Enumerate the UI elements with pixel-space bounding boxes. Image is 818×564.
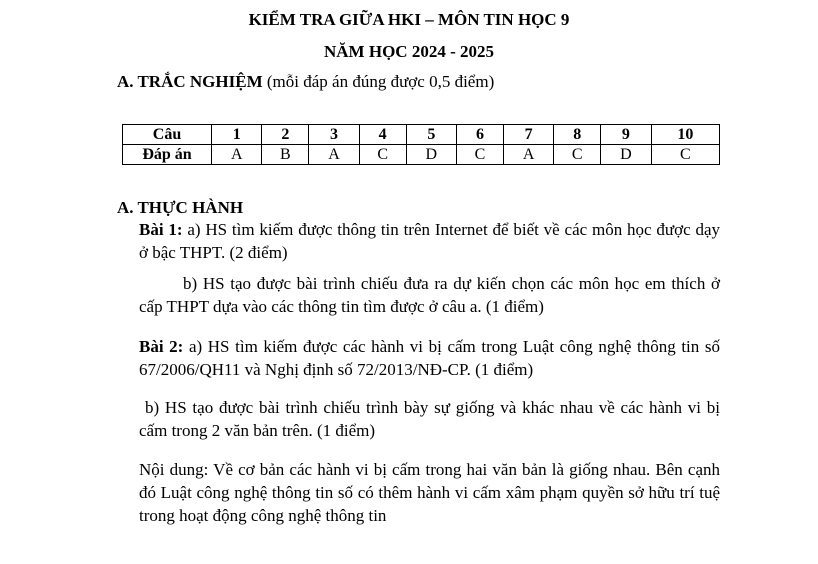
answer-cell: A <box>503 145 553 165</box>
section-a-note: (mỗi đáp án đúng được 0,5 điểm) <box>262 72 495 91</box>
answer-cell: C <box>651 145 719 165</box>
question-row-label: Câu <box>123 125 212 145</box>
bai1-part-a <box>139 218 720 264</box>
bai2-part-a <box>139 335 720 381</box>
question-number: 1 <box>212 125 262 145</box>
question-number: 10 <box>651 125 719 145</box>
question-number: 7 <box>503 125 553 145</box>
question-number: 4 <box>359 125 406 145</box>
answer-row-label: Đáp án <box>123 145 212 165</box>
bai2-label: Bài 2: <box>139 337 184 356</box>
school-year: NĂM HỌC 2024 - 2025 <box>324 42 494 61</box>
answer-table <box>122 124 720 165</box>
answer-cell: C <box>554 145 601 165</box>
question-number: 5 <box>406 125 456 145</box>
bai1-label: Bài 1: <box>139 220 183 239</box>
answer-cell: D <box>601 145 651 165</box>
bai1-part-b: b) HS tạo được bài trình chiếu đưa ra dự kiến chọn các môn học em thích ở cấp THPT dựa vào các thông tin tìm được ở câu a. (1 điểm) <box>139 274 720 316</box>
question-number: 6 <box>457 125 504 145</box>
bai2-a-text: a) HS tìm kiếm được các hành vi bị cấm trong Luật công nghệ thông tin số 67/2006/QH11 và Nghị định số 72/2013/NĐ-CP. (1 điểm) <box>139 337 720 379</box>
question-number: 2 <box>262 125 309 145</box>
bai1-a-text: a) HS tìm kiếm được thông tin trên Internet để biết về các môn học được dạy ở bậc THPT. (2 điểm) <box>139 220 720 262</box>
question-number: 3 <box>309 125 359 145</box>
answer-cell: C <box>359 145 406 165</box>
question-row <box>123 125 720 145</box>
question-number: 8 <box>554 125 601 145</box>
answer-row <box>123 145 720 165</box>
section-a-title: A. TRẮC NGHIỆM <box>117 72 263 91</box>
answer-cell: A <box>309 145 359 165</box>
answer-cell: A <box>212 145 262 165</box>
answer-cell: B <box>262 145 309 165</box>
answer-cell: C <box>457 145 504 165</box>
document-title: KIỂM TRA GIỮA HKI – MÔN TIN HỌC 9 <box>248 10 570 29</box>
answer-cell: D <box>406 145 456 165</box>
question-number: 9 <box>601 125 651 145</box>
section-a-heading <box>117 72 494 92</box>
section-b-heading: A. THỰC HÀNH <box>117 198 244 217</box>
bai2-part-b: b) HS tạo được bài trình chiếu trình bày sự giống và khác nhau về các hành vi bị cấm trong 2 văn bản trên. (1 điểm) <box>139 398 720 440</box>
content-note: Nội dung: Về cơ bản các hành vi bị cấm trong hai văn bản là giống nhau. Bên cạnh đó Luật công nghệ thông tin số có thêm hành vi cấm xâm phạm quyền sở hữu trí tuệ trong hoạt động công nghệ thông tin <box>139 460 720 525</box>
